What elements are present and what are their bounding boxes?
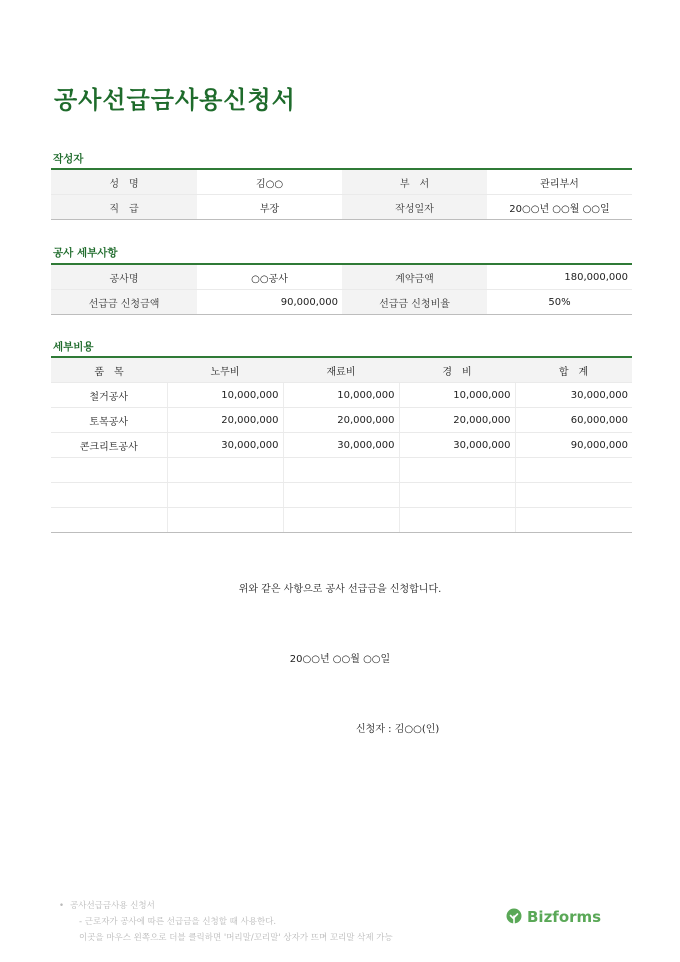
material-cell <box>283 483 399 508</box>
expense-cell <box>399 483 515 508</box>
material-cell <box>283 508 399 533</box>
header-material: 재료비 <box>283 357 399 383</box>
date-line: 20○○년 ○○월 ○○일 <box>289 654 391 665</box>
total-cell <box>515 483 632 508</box>
footer-notes[interactable] <box>59 898 393 946</box>
material-cell: 10,000,000 <box>283 383 399 408</box>
note-bullet: • <box>59 901 65 911</box>
expense-cell: 10,000,000 <box>399 383 515 408</box>
material-cell: 30,000,000 <box>283 433 399 458</box>
expense-cell: 20,000,000 <box>399 408 515 433</box>
date-value: 20○○년 ○○월 ○○일 <box>487 195 632 220</box>
item-cell: 토목공사 <box>51 408 167 433</box>
material-cell <box>283 458 399 483</box>
name-value: 김○○ <box>197 169 342 195</box>
expense-cell <box>399 508 515 533</box>
labor-cell <box>167 483 283 508</box>
project-name-value: ○○공사 <box>197 264 342 290</box>
table-header-row <box>51 357 632 383</box>
advance-ratio-value: 50% <box>487 290 632 315</box>
labor-cell <box>167 458 283 483</box>
rank-label: 직 급 <box>51 195 197 220</box>
department-value: 관리부서 <box>487 169 632 195</box>
advance-ratio-label: 선급금 신청비율 <box>342 290 487 315</box>
costs-table <box>51 356 632 533</box>
date-label: 작성일자 <box>342 195 487 220</box>
table-row <box>51 290 632 315</box>
table-row <box>51 169 632 195</box>
labor-cell: 10,000,000 <box>167 383 283 408</box>
costs-section-title: 세부비용 <box>53 341 94 353</box>
applicant-signature: 신청자 : 김○○(인) <box>356 724 440 735</box>
material-cell: 20,000,000 <box>283 408 399 433</box>
note-line-2: 이곳을 마우스 왼쪽으로 더블 클릭하면 '머리말/꼬리말' 상자가 뜨며 꼬리말 삭제 가능 <box>79 933 393 943</box>
total-cell <box>515 508 632 533</box>
expense-cell: 30,000,000 <box>399 433 515 458</box>
note-line-1: - 근로자가 공사에 따른 선급금을 신청할 때 사용한다. <box>79 917 277 927</box>
writer-section-title: 작성자 <box>53 153 84 165</box>
labor-cell <box>167 508 283 533</box>
header-expense: 경 비 <box>399 357 515 383</box>
header-item: 품 목 <box>51 357 167 383</box>
table-row <box>51 195 632 220</box>
advance-amount-value: 90,000,000 <box>197 290 342 315</box>
name-label: 성 명 <box>51 169 197 195</box>
project-name-label: 공사명 <box>51 264 197 290</box>
note-title: 공사선급금사용 신청서 <box>70 901 155 911</box>
item-cell <box>51 458 167 483</box>
table-row <box>51 264 632 290</box>
logo-text: Bizforms <box>527 908 602 926</box>
table-row <box>51 433 632 458</box>
document-title: 공사선급금사용신청서 <box>54 86 296 114</box>
total-cell: 90,000,000 <box>515 433 632 458</box>
labor-cell: 30,000,000 <box>167 433 283 458</box>
leaf-tree-icon <box>505 908 523 926</box>
item-cell: 철거공사 <box>51 383 167 408</box>
advance-amount-label: 선급금 신청금액 <box>51 290 197 315</box>
labor-cell: 20,000,000 <box>167 408 283 433</box>
statement-text: 위와 같은 사항으로 공사 선급금을 신청합니다. <box>238 584 442 595</box>
writer-table <box>51 168 632 220</box>
item-cell <box>51 508 167 533</box>
details-section-title: 공사 세부사항 <box>53 247 118 259</box>
details-table <box>51 263 632 315</box>
table-row <box>51 483 632 508</box>
item-cell <box>51 483 167 508</box>
rank-value: 부장 <box>197 195 342 220</box>
bizforms-logo <box>505 908 601 926</box>
table-row <box>51 458 632 483</box>
table-row <box>51 408 632 433</box>
contract-amount-label: 계약금액 <box>342 264 487 290</box>
header-labor: 노무비 <box>167 357 283 383</box>
total-cell: 60,000,000 <box>515 408 632 433</box>
item-cell: 콘크리트공사 <box>51 433 167 458</box>
table-row <box>51 508 632 533</box>
total-cell: 30,000,000 <box>515 383 632 408</box>
note-title-row <box>59 898 393 914</box>
department-label: 부 서 <box>342 169 487 195</box>
table-row <box>51 383 632 408</box>
header-total: 합 계 <box>515 357 632 383</box>
total-cell <box>515 458 632 483</box>
expense-cell <box>399 458 515 483</box>
contract-amount-value: 180,000,000 <box>487 264 632 290</box>
